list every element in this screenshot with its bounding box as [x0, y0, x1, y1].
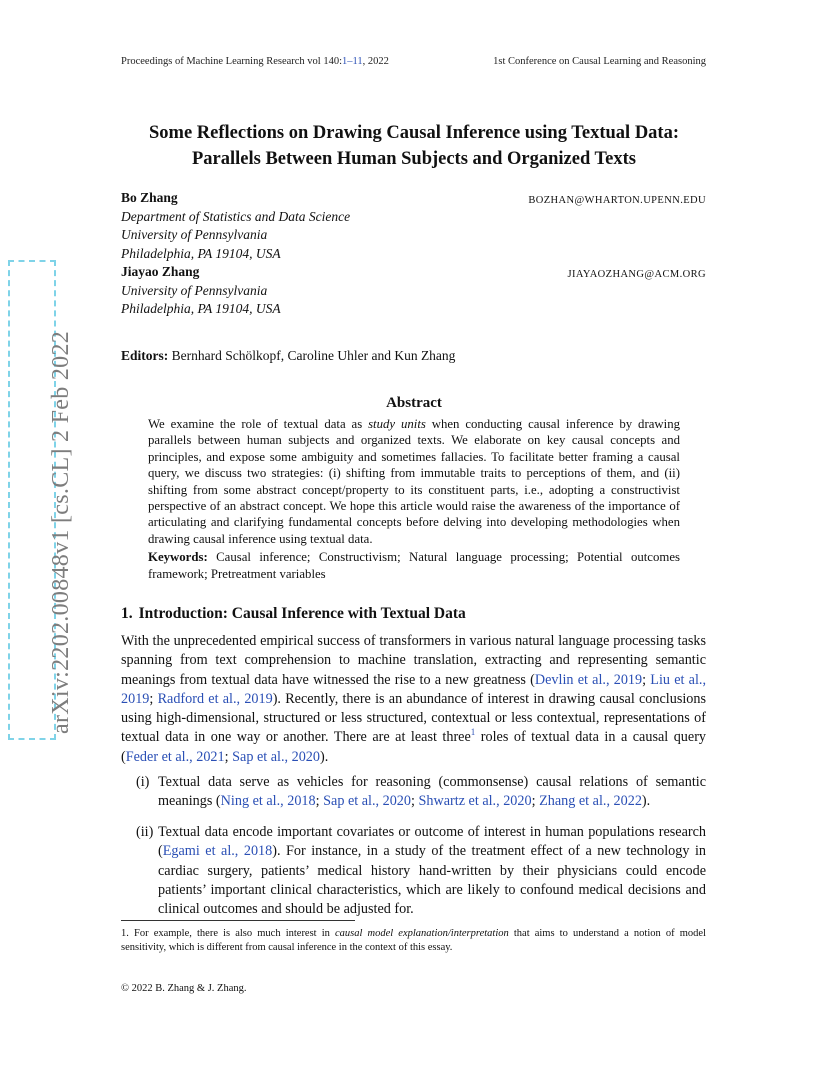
citation-separator: ;: [411, 793, 419, 810]
paper-title-line1: Some Reflections on Drawing Causal Inference using Textual Data:: [149, 123, 679, 143]
keywords-label: Keywords:: [148, 550, 208, 565]
paper-title-line2: Parallels Between Human Subjects and Organized Texts: [191, 149, 636, 169]
keywords-list: Causal inference; Constructivism; Natural language processing; Potential outcomes framework; Pretreatment variables: [148, 550, 680, 581]
list-item-number: (i): [136, 774, 150, 790]
section-number: 1.: [121, 605, 133, 622]
author-name: Bo Zhang: [121, 190, 178, 205]
list-item-text: [158, 823, 706, 919]
citation-separator: ;: [315, 793, 324, 810]
footnote-mark[interactable]: 1: [470, 727, 476, 738]
citation-link[interactable]: Zhang et al., 2022: [539, 793, 642, 810]
paper-title: [0, 120, 828, 172]
citation-link[interactable]: Radford et al., 2019: [157, 690, 273, 707]
citation-link[interactable]: Feder et al., 2021: [125, 748, 225, 765]
list-item: [121, 823, 706, 919]
section-heading: [121, 605, 466, 623]
abstract-text-rest: when conducting causal inference by drawing parallels between human subjects and organized texts. We elaborate on key causal concepts and principles, and expose some ambiguity and sometimes fallacies. To facilitate better framing a causal query, we discuss two strategies: (i) shifting from immutable traits to perceptions of them, and (ii) shifting from some abstract concept/property to its constituent parts, i.e., adopting a constructivist perspective of an abstract concept. We hope this article would raise the awareness of the importance of articulating and clarifying fundamental concepts before delving into developing methodologies when drawing causal inference using textual data.: [148, 417, 680, 546]
footnote-number: 1.: [121, 928, 129, 939]
list-item-text: [158, 773, 706, 812]
copyright: © 2022 B. Zhang & J. Zhang.: [121, 983, 247, 994]
editors-line: [121, 348, 455, 364]
footnote: [121, 927, 706, 955]
keywords: [148, 549, 680, 582]
arxiv-stamp[interactable]: arXiv:2202.00848v1 [cs.CL] 2 Feb 2022: [48, 330, 74, 734]
footnote-text: that aims to understand a notion of model sensitivity, which is different from causal inference in the context of this essay.: [121, 928, 706, 954]
running-head-year: , 2022: [362, 56, 389, 67]
footnote-emphasis: causal model explanation/interpretation: [335, 928, 509, 939]
running-head-right: 1st Conference on Causal Learning and Reasoning: [493, 56, 706, 67]
running-head-venue: Proceedings of Machine Learning Research vol 140:: [121, 56, 343, 67]
footnote-rule: [121, 920, 355, 921]
running-head-pages[interactable]: 1–11: [342, 56, 363, 67]
citation-link[interactable]: Ning et al., 2018: [220, 793, 316, 810]
author-affiliation-line: University of Pennsylvania: [121, 282, 268, 298]
abstract-text-start: We examine the role of textual data as: [148, 417, 369, 431]
editors-names: Bernhard Schölkopf, Caroline Uhler and Kun Zhang: [168, 348, 456, 363]
citation-link[interactable]: Sap et al., 2020: [323, 793, 411, 810]
intro-text: With the unprecedented empirical success of transformers in various natural language processing tasks spanning from text comprehension to machine translation, extracting and representing semantic meanings from textual data have witnessed the rise to a new greatness (: [121, 633, 706, 688]
running-head-left: [121, 56, 389, 67]
intro-text: roles of textual data in a causal query (: [121, 729, 707, 765]
author-block-2: [121, 263, 706, 319]
author-affiliation-line: Philadelphia, PA 19104, USA: [121, 245, 281, 261]
abstract-text: [148, 416, 680, 547]
author-affiliation-line: Philadelphia, PA 19104, USA: [121, 301, 281, 316]
citation-separator: ;: [531, 793, 540, 810]
citation-separator: ;: [149, 690, 158, 707]
author-block-1: [121, 189, 706, 263]
section-title: Introduction: Causal Inference with Textual Data: [138, 605, 466, 622]
list-item-body: Textual data encode important covariates or outcome of interest in human populations research (: [158, 824, 706, 860]
author-email[interactable]: BOZHAN@WHARTON.UPENN.EDU: [528, 195, 706, 206]
author-name: Jiayao Zhang: [121, 264, 200, 279]
intro-text: ).: [320, 748, 329, 765]
author-email[interactable]: JIAYAOZHANG@ACM.ORG: [567, 269, 706, 280]
abstract-body: [148, 416, 680, 582]
citation-separator: ;: [224, 748, 233, 765]
citation-separator: ;: [642, 671, 651, 688]
citation-link[interactable]: Shwartz et al., 2020: [418, 793, 532, 810]
list-item-number: (ii): [136, 824, 154, 840]
list-item-body: Textual data serve as vehicles for reasoning (commonsense) causal relations of semantic meanings (: [158, 774, 706, 810]
intro-paragraph: [121, 632, 706, 767]
abstract-emphasis: study units: [368, 417, 426, 431]
abstract-heading: Abstract: [386, 395, 442, 411]
list-item-body: ).: [641, 793, 651, 810]
list-item-body: ). For instance, in a study of the treatment effect of a new technology in cardiac surgery, patients’ medical history hand-written by their physicians could encode patients’ important clinical characteristics, which are likely to confound medical decisions and clinical outcomes and should be adjusted for.: [158, 843, 707, 918]
editors-label: Editors:: [121, 348, 169, 363]
citation-link[interactable]: Liu et al., 2019: [121, 671, 706, 707]
intro-text: ). Recently, there is an abundance of interest in drawing causal conclusions using high-dimensional, structured or less structured, contextual or less contextual, representations of textual data in one way or another. There are at least three: [121, 690, 706, 746]
author-affiliation-line: Department of Statistics and Data Science: [121, 208, 351, 224]
citation-link[interactable]: Devlin et al., 2019: [534, 671, 643, 688]
author-affiliation-line: University of Pennsylvania: [121, 227, 268, 242]
footnote-text: For example, there is also much interest in: [128, 928, 335, 939]
citation-link[interactable]: Egami et al., 2018: [162, 843, 273, 860]
citation-link[interactable]: Sap et al., 2020: [232, 748, 320, 765]
list-item: [121, 773, 706, 812]
